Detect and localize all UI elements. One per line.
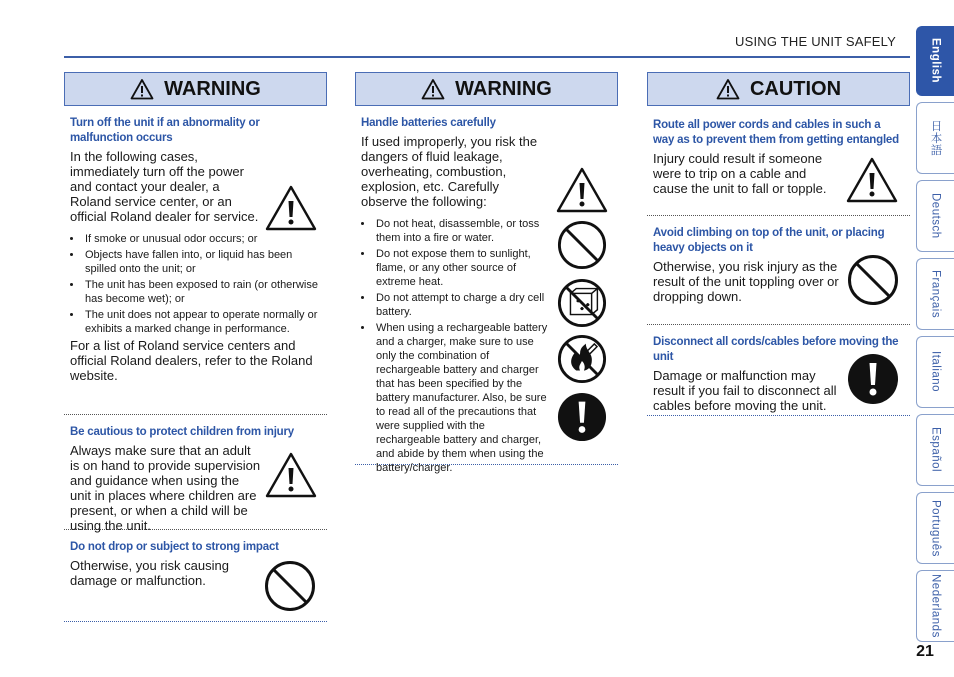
tab-label: Nederlands [929,574,942,638]
tab-label: Français [929,269,942,319]
warning-triangle-icon [421,78,445,100]
section-disconnect [647,325,910,416]
tab-label: Português [929,499,942,557]
warning-triangle-icon [130,78,154,100]
banner-label: WARNING [455,77,552,100]
section-cords [647,106,910,216]
section-body: If used improperly, you risk the dangers of fluid leakage, overheating, combustion, explosion, etc. Carefully observe the following: [361,134,538,209]
section-heading: Do not drop or subject to strong impact [70,541,279,553]
list-item: • Objects have fallen into, or liquid has been spilled onto the unit; or [83,248,321,276]
section-heading: Disconnect all cords/cables before moving the unit [653,336,899,363]
warning-triangle-icon [264,184,318,232]
list-item-text: • When using a rechargeable battery and a charger, make sure to use only the combination of rechargeable battery and charger that has been specified by the battery manufacturer. Also, be sure to read all of the precautions that were supplied with the rechargeable battery and charger, and abide by them when using the battery/charger. [376,322,548,474]
mandatory-action-icon [557,392,607,442]
warning-column-2 [355,72,618,474]
tab-japanese[interactable] [916,102,954,174]
section-body: Injury could result if someone were to trip on a cable and cause the unit to fall or topple. [653,151,827,196]
section-climbing [647,216,910,325]
section-body: Otherwise, you risk causing damage or malfunction. [70,558,229,588]
list-item: • If smoke or unusual odor occurs; or [83,232,321,246]
mandatory-action-icon [847,353,899,405]
bullet-list [70,232,321,336]
section-body: Otherwise, you risk injury as the result of the unit toppling over or dropping down. [653,259,839,304]
tab-label: English [929,38,942,84]
section-after-text: For a list of Roland service centers and official Roland dealers, refer to the Roland website. [70,338,313,383]
tab-label: 日本語 [929,120,942,156]
tab-label: Deutsch [929,193,942,239]
prohibited-icon [264,560,316,612]
section-heading: Avoid climbing on top of the unit, or placing heavy objects on it [653,227,885,254]
warning-column-1 [64,72,327,622]
section-abnormality [64,106,327,415]
section-body: In the following cases, immediately turn off the power and contact your dealer, a Roland service center, or an official Roland dealer for service. [70,149,259,224]
tab-label: Español [929,427,942,473]
tab-italiano[interactable] [916,336,954,408]
section-heading: Be cautious to protect children from injury [70,426,294,438]
warning-triangle-icon [264,451,318,499]
section-batteries [355,106,618,474]
warning-banner [64,72,327,106]
tab-label: Italiano [929,351,942,393]
list-item: • The unit has been exposed to rain (or otherwise has become wet); or [83,278,321,306]
list-item: • Do not attempt to charge a dry cell battery. [374,291,548,319]
warning-triangle-icon [555,166,609,214]
prohibited-icon [847,254,899,306]
header-rule [64,56,910,58]
tab-english[interactable] [916,26,954,96]
tab-nederlands[interactable] [916,570,954,642]
tab-deutsch[interactable] [916,180,954,252]
section-children [64,415,327,533]
section-body: Damage or malfunction may result if you fail to disconnect all cables before moving the unit. [653,368,837,413]
list-item: • Do not heat, disassemble, or toss them into a fire or water. [374,217,548,245]
banner-label: WARNING [164,77,261,100]
tab-francais[interactable] [916,258,954,330]
no-water-icon [557,278,607,328]
page-number: 21 [916,643,934,660]
section-impact [64,530,327,622]
list-item: • Do not expose them to sunlight, flame, or any other source of extreme heat. [374,247,548,289]
caution-column [647,72,910,416]
no-fire-icon [557,334,607,384]
list-item: • The unit does not appear to operate normally or exhibits a marked change in performance. [83,308,321,336]
tab-portugues[interactable] [916,492,954,564]
section-body: Always make sure that an adult is on hand to provide supervision and guidance when using the unit in places where children are present, or when a child will be using the unit. [70,443,261,533]
warning-banner [355,72,618,106]
section-heading: Handle batteries carefully [361,117,496,129]
section-heading: Route all power cords and cables in such a way as to prevent them from getting entangled [653,119,899,146]
section-heading: Turn off the unit if an abnormality or malfunction occurs [70,117,260,144]
warning-triangle-icon [716,78,740,100]
tab-espanol[interactable] [916,414,954,486]
caution-banner [647,72,910,106]
banner-label: CAUTION [749,77,842,100]
prohibited-icon [557,220,607,270]
warning-triangle-icon [845,156,899,204]
page-section-title: USING THE UNIT SAFELY [735,34,896,49]
